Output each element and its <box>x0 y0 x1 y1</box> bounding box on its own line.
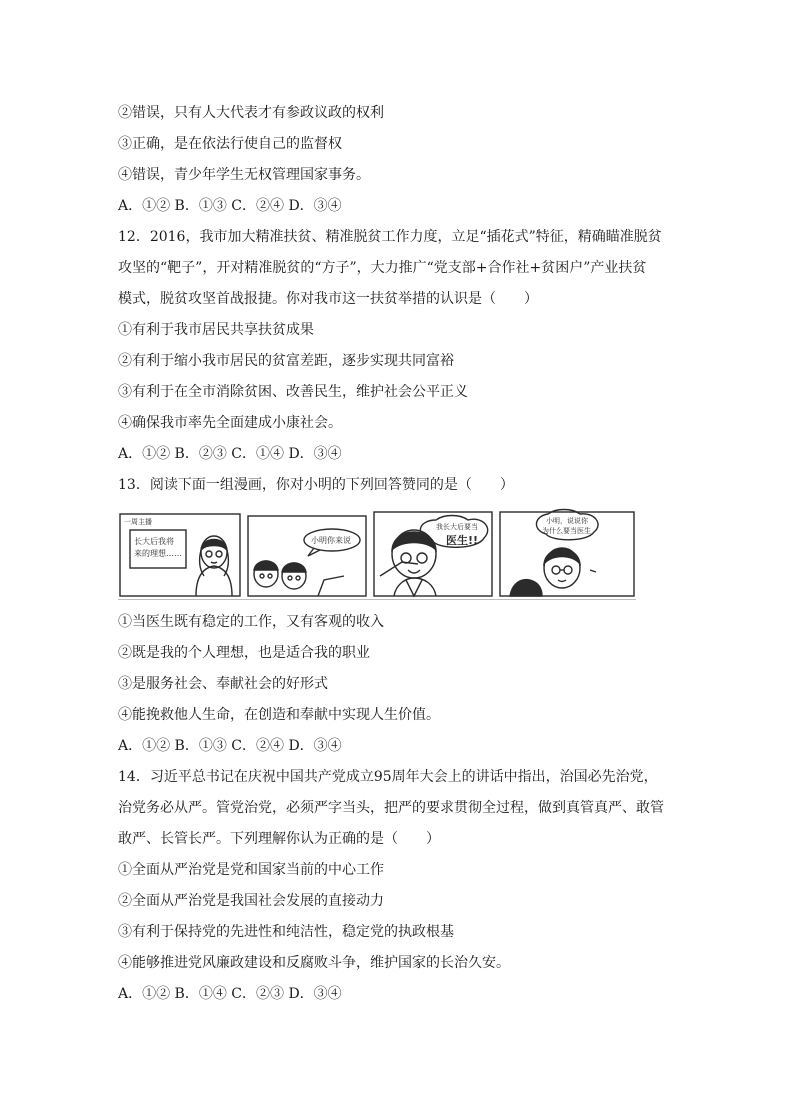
comic-panel-1-board-line-2: 来的理想…… <box>134 549 182 558</box>
q13-answer-choices: A．①② B．①③ C．②④ D．③④ <box>118 738 342 754</box>
comic-strip-drawing <box>118 506 636 602</box>
comic-panel-2 <box>248 516 366 596</box>
comic-panel-3-caption: 我长大后要当 <box>436 523 478 531</box>
q14-stem-line-3: 敢严、长管长严。下列理解你认为正确的是（ ） <box>118 831 440 847</box>
q14-option-1: ①全面从严治党是党和国家当前的中心工作 <box>118 862 384 878</box>
q14-stem-line-1: 14．习近平总书记在庆祝中国共产党成立95周年大会上的讲话中指出，治国必先治党， <box>118 769 658 785</box>
q12-answer-choices: A．①② B．②③ C．①④ D．③④ <box>118 446 342 462</box>
comic-panel-1-board-line-1: 长大后我将 <box>134 537 174 546</box>
comic-panel-3-shout: 医生!! <box>446 534 479 547</box>
q12-option-4: ④确保我市率先全面建成小康社会。 <box>118 415 342 431</box>
comic-baseline-divider <box>118 599 636 600</box>
q14-option-3: ③有利于保持党的先进性和纯洁性，稳定党的执政根基 <box>118 924 454 940</box>
comic-panel-1-corner-text: 一周主播 <box>124 518 152 526</box>
q13-stem: 13．阅读下面一组漫画，你对小明的下列回答赞同的是（ ） <box>118 477 514 493</box>
q14-answer-choices: A．①② B．①④ C．②③ D．③④ <box>118 986 342 1002</box>
q14-option-2: ②全面从严治党是我国社会发展的直接动力 <box>118 893 384 909</box>
q11-answer-choices: A．①② B．①③ C．②④ D．③④ <box>118 198 342 214</box>
q12-stem-line-1: 12．2016，我市加大精准扶贫、精准脱贫工作力度，立足“插花式”特征，精确瞄准脱贫 <box>118 229 662 245</box>
q12-option-3: ③有利于在全市消除贫困、改善民生，维护社会公平正义 <box>118 384 468 400</box>
q12-option-1: ①有利于我市居民共享扶贫成果 <box>118 322 314 338</box>
q11-option-4: ④错误，青少年学生无权管理国家事务。 <box>118 167 370 183</box>
q12-option-2: ②有利于缩小我市居民的贫富差距，逐步实现共同富裕 <box>118 353 454 369</box>
q11-option-2: ②错误，只有人大代表才有参政议政的权利 <box>118 105 384 121</box>
comic-strip <box>118 506 636 602</box>
comic-panel-4-bubble-line-1: 小明，说说你 <box>546 517 588 525</box>
comic-panel-4-bubble-line-2: 为什么要当医生 <box>542 527 591 535</box>
q14-stem-line-2: 治党务必从严。管党治党，必须严字当头，把严的要求贯彻全过程，做到真管真严、敢管 <box>118 800 664 816</box>
q12-stem-line-3: 模式，脱贫攻坚首战报捷。你对我市这一扶贫举措的认识是（ ） <box>118 291 538 307</box>
comic-panel-2-bubble: 小明你来说 <box>311 536 351 545</box>
q13-option-4: ④能挽救他人生命，在创造和奉献中实现人生价值。 <box>118 707 440 723</box>
q13-option-1: ①当医生既有稳定的工作，又有客观的收入 <box>118 614 384 630</box>
q14-option-4: ④能够推进党风廉政建设和反腐败斗争，维护国家的长治久安。 <box>118 955 510 971</box>
q13-option-3: ③是服务社会、奉献社会的好形式 <box>118 676 328 692</box>
q11-option-3: ③正确，是在依法行使自己的监督权 <box>118 136 342 152</box>
q13-option-2: ②既是我的个人理想，也是适合我的职业 <box>118 645 370 661</box>
q12-stem-line-2: 攻坚的“靶子”，开对精准脱贫的“方子”，大力推广“党支部+合作社+贫困户”产业扶贫 <box>118 260 647 276</box>
